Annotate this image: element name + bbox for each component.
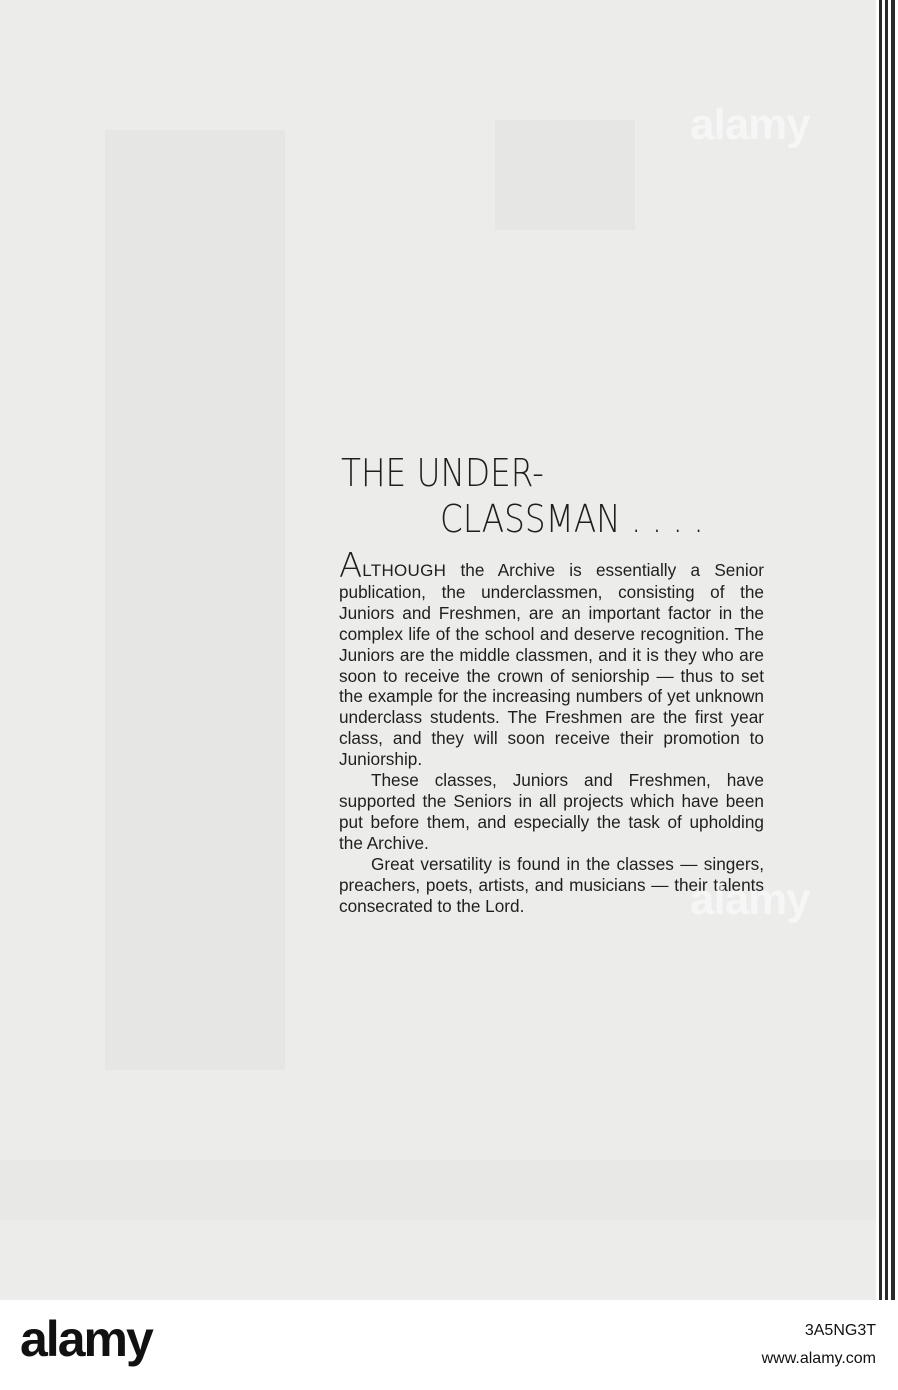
heading-line-1: THE UNDER-	[341, 451, 544, 495]
site-url: www.alamy.com	[761, 1350, 876, 1367]
alamy-logo: alamy	[20, 1311, 152, 1367]
bleed-through-band	[0, 1160, 876, 1220]
bleed-through-photo	[105, 130, 285, 1070]
paragraph-1	[339, 546, 764, 770]
bleed-through-photo	[495, 120, 635, 230]
drop-cap: A	[339, 546, 363, 586]
lead-word: LTHOUGH	[362, 561, 447, 580]
watermark: alamy	[690, 875, 810, 924]
paragraph-3: Great versatility is found in the classes — singers, preachers, poets, artists, and musicians — their talents consecrated to the Lord.	[339, 853, 764, 916]
article-body	[339, 546, 764, 916]
paragraph-1-text: the Archive is essentially a Senior publication, the underclassmen, consisting of the Juniors and Freshmen, are an important factor in the complex life of the school and deserve recognition. The Juniors are the middle classmen, and it is they who are soon to receive the crown of seniorship — thus to set the example for the increasing numbers of yet unknown underclass students. The Freshmen are the first year class, and they will soon receive their promotion to Juniorship.	[339, 560, 764, 770]
heading-line-2: CLASSMAN . . . .	[440, 497, 704, 541]
watermark: alamy	[690, 100, 810, 149]
image-id: 3A5NG3T	[804, 1322, 876, 1339]
page-edge-border	[876, 0, 898, 1300]
paragraph-2: These classes, Juniors and Freshmen, have supported the Seniors in all projects which have been put before them, and especially the task of upholding the Archive.	[339, 770, 764, 853]
